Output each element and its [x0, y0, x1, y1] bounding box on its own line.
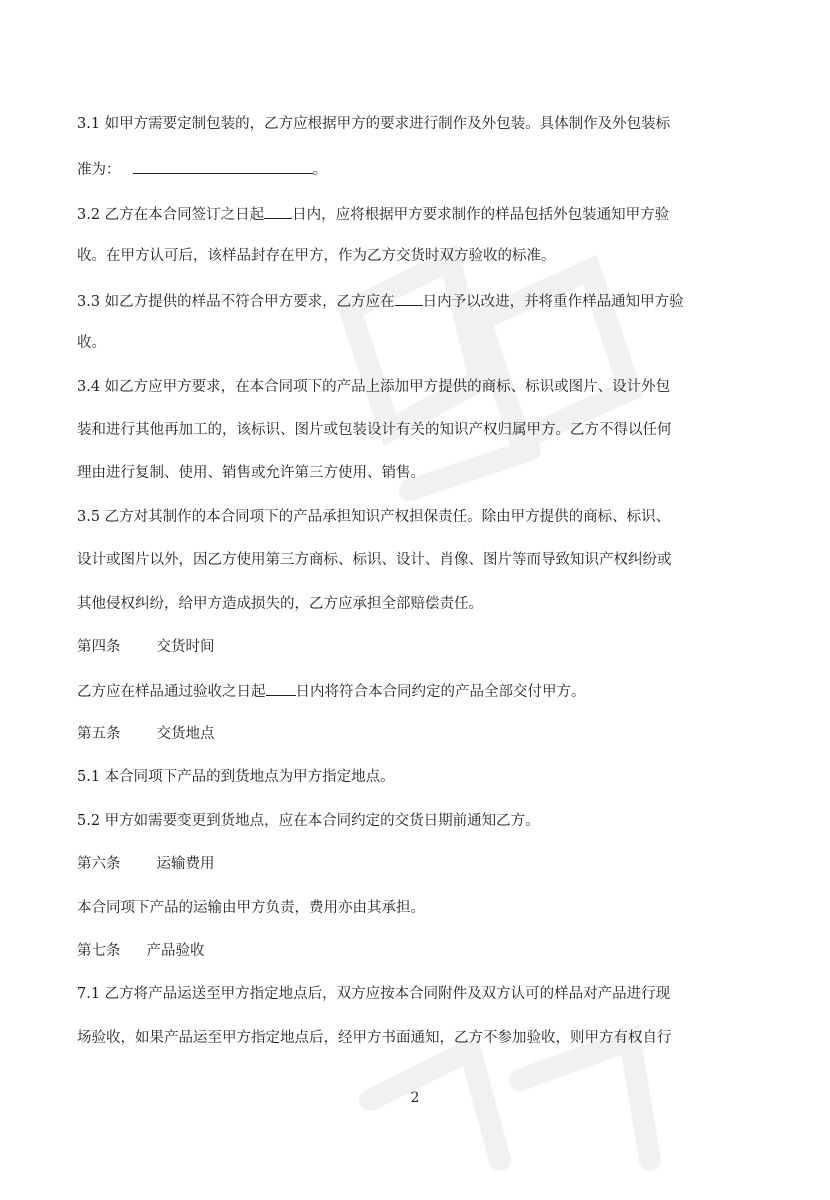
article-number: 第四条: [77, 639, 121, 655]
paragraph-3-5-line-2: 设计或图片以外，因乙方使用第三方商标、标识、设计、肖像、图片等而导致知识产权纠纷或: [77, 552, 672, 568]
paragraph-3-2-line-1: [77, 203, 767, 225]
paragraph-3-3-line-2: 收。: [77, 335, 106, 351]
paragraph-7-1-line-1: 7.1 乙方将产品运送至甲方指定地点后，双方应按本合同附件及双方认可的样品对产品进行现: [77, 986, 671, 1002]
article-title: 运输费用: [156, 856, 215, 872]
fill-in-blank: [395, 290, 423, 306]
article-4-body: [77, 680, 767, 702]
fill-in-blank: [264, 203, 292, 219]
article-4-heading: [77, 637, 767, 657]
line-text: 3.2 乙方在本合同签订之日起: [77, 207, 265, 223]
line-text: 3.3 如乙方提供的样品不符合甲方要求，乙方应在: [77, 294, 395, 310]
fill-in-blank: [266, 680, 296, 696]
line-text: 乙方应在样品通过验收之日起: [77, 684, 266, 700]
paragraph-3-2-line-2: 收。在甲方认可后，该样品封存在甲方，作为乙方交货时双方验收的标准。: [77, 248, 556, 264]
paragraph-5-1: 5.1 本合同项下产品的到货地点为甲方指定地点。: [77, 769, 395, 785]
article-number: 第六条: [77, 856, 121, 872]
article-number: 第七条: [77, 943, 121, 959]
page-number: 2: [410, 1090, 420, 1106]
article-6-body: 本合同项下产品的运输由甲方负责，费用亦由其承担。: [77, 900, 425, 916]
article-5-heading: [77, 724, 767, 744]
line-text: 日内，应将根据甲方要求制作的样品包括外包装通知甲方验: [292, 207, 670, 223]
paragraph-3-3-line-1: [77, 290, 767, 312]
fill-in-blank: [133, 158, 313, 174]
paragraph-3-5-line-3: 其他侵权纠纷，给甲方造成损失的，乙方应承担全部赔偿责任。: [77, 596, 483, 612]
paragraph-3-1-line-2: [77, 158, 767, 180]
line-text: 日内将符合本合同约定的产品全部交付甲方。: [295, 684, 586, 700]
article-title: 交货时间: [156, 639, 215, 655]
line-text: 日内予以改进，并将重作样品通知甲方验: [422, 294, 684, 310]
line-text: 准为：: [77, 162, 121, 178]
line-text: 。: [312, 162, 327, 178]
article-7-heading: [77, 941, 767, 961]
paragraph-3-4-line-1: 3.4 如乙方应甲方要求，在本合同项下的产品上添加甲方提供的商标、标识或图片、设计外包: [77, 379, 671, 395]
paragraph-5-2: 5.2 甲方如需要变更到货地点，应在本合同约定的交货日期前通知乙方。: [77, 813, 540, 829]
paragraph-3-4-line-2: 装和进行其他再加工的，该标识、图片或包装设计有关的知识产权归属甲方。乙方不得以任何: [77, 422, 672, 438]
article-6-heading: [77, 854, 767, 874]
paragraph-7-1-line-2: 场验收，如果产品运至甲方指定地点后，经甲方书面通知，乙方不参加验收，则甲方有权自行: [77, 1030, 672, 1046]
paragraph-3-1-line-1: 3.1 如甲方需要定制包装的，乙方应根据甲方的要求进行制作及外包装。具体制作及外包装标: [77, 116, 671, 132]
article-title: 交货地点: [156, 726, 215, 742]
paragraph-3-5-line-1: 3.5 乙方对其制作的本合同项下的产品承担知识产权担保责任。除由甲方提供的商标、标识、: [77, 509, 671, 525]
article-number: 第五条: [77, 726, 121, 742]
paragraph-3-4-line-3: 理由进行复制、使用、销售或允许第三方使用、销售。: [77, 465, 425, 481]
article-title: 产品验收: [146, 943, 205, 959]
